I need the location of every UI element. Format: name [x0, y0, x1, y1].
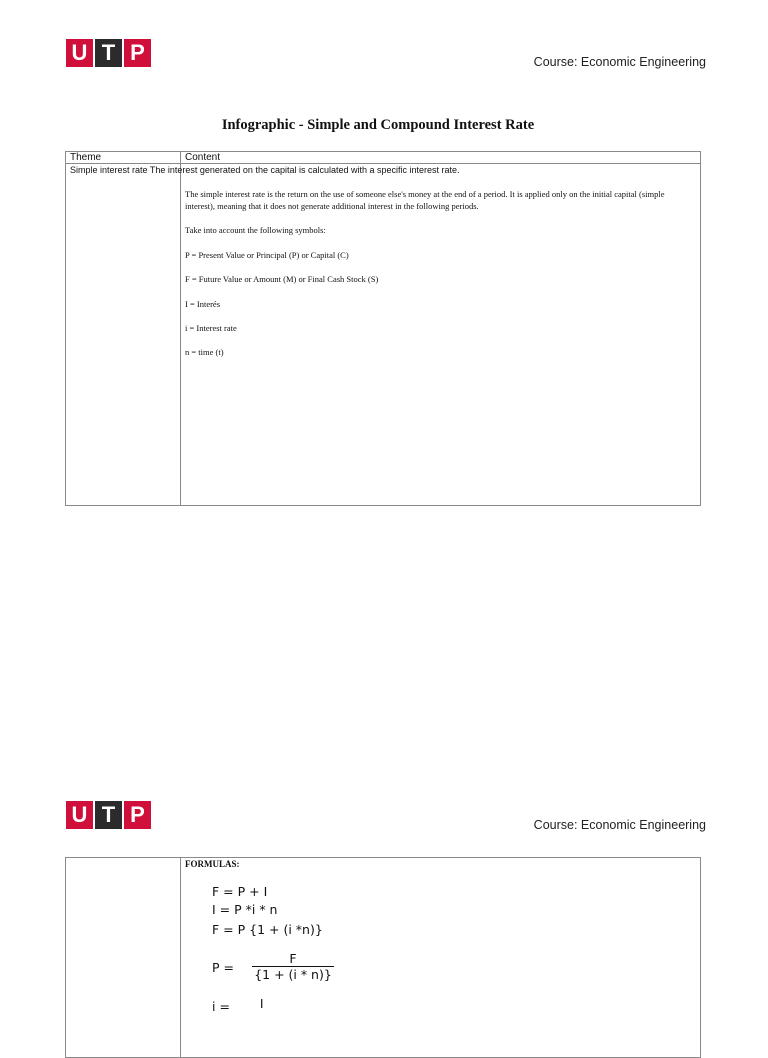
document-title: Infographic - Simple and Compound Interest Rate	[221, 117, 535, 133]
formula-pv-lhs: P =	[212, 959, 234, 975]
formula-future-expanded: F = P {1 + (i *n)}	[212, 922, 323, 937]
formula-pv-fraction	[252, 951, 334, 983]
content-paragraph-definition: The simple interest rate is the return on the use of someone else's money at the end of a period. It is applied only on the initial capital (simple interest), meaning that it does not generate additional interest in the following periods.	[185, 189, 665, 211]
formula-pv-numerator: F	[289, 951, 297, 966]
logo-letter-u: U	[66, 39, 93, 67]
logo-letter-t: T	[95, 39, 122, 67]
logo-letter-p: P	[124, 801, 151, 829]
content-paragraph-symbols-intro: Take into account the following symbols:	[185, 225, 326, 236]
symbol-i-lower: i = Interest rate	[185, 322, 237, 333]
course-label: Course: Economic Engineering	[533, 55, 706, 69]
utp-logo	[66, 39, 151, 67]
header-content: Content	[181, 152, 701, 164]
content-cell	[181, 164, 701, 506]
content-table	[65, 151, 701, 506]
formulas-label: FORMULAS:	[185, 859, 240, 869]
formula-future-value: F = P + I	[212, 884, 268, 899]
formula-rate	[212, 995, 696, 1019]
formula-rate-lhs: i =	[212, 999, 230, 1014]
formula-present-value	[212, 951, 696, 983]
logo-letter-u: U	[66, 801, 93, 829]
symbol-f: F = Future Value or Amount (M) or Final Cash Stock (S)	[185, 274, 379, 285]
formula-block	[212, 883, 696, 1019]
table-row	[66, 164, 701, 506]
logo-letter-t: T	[95, 801, 122, 829]
theme-cell: Simple interest rate The interest generated on the capital is calculated with a specific interest rate.	[66, 164, 181, 506]
empty-theme-cell	[66, 858, 181, 1058]
symbol-i-upper: I = Interés	[185, 298, 221, 309]
course-label-page2: Course: Economic Engineering	[533, 818, 706, 832]
formula-rate-numerator: I	[259, 996, 264, 1011]
formulas-table	[65, 857, 701, 1058]
header-theme: Theme	[66, 152, 181, 164]
formula-pv-denominator: {1 + (i * n)}	[254, 967, 332, 982]
symbol-p: P = Present Value or Principal (P) or Capital (C)	[185, 249, 349, 260]
table-row	[66, 858, 701, 1058]
logo-letter-p: P	[124, 39, 151, 67]
symbol-n: n = time (t)	[185, 347, 224, 358]
formulas-cell	[181, 858, 701, 1058]
utp-logo-page2	[66, 801, 151, 829]
formula-interest: I = P *i * n	[212, 902, 278, 917]
table-header-row	[66, 152, 701, 164]
